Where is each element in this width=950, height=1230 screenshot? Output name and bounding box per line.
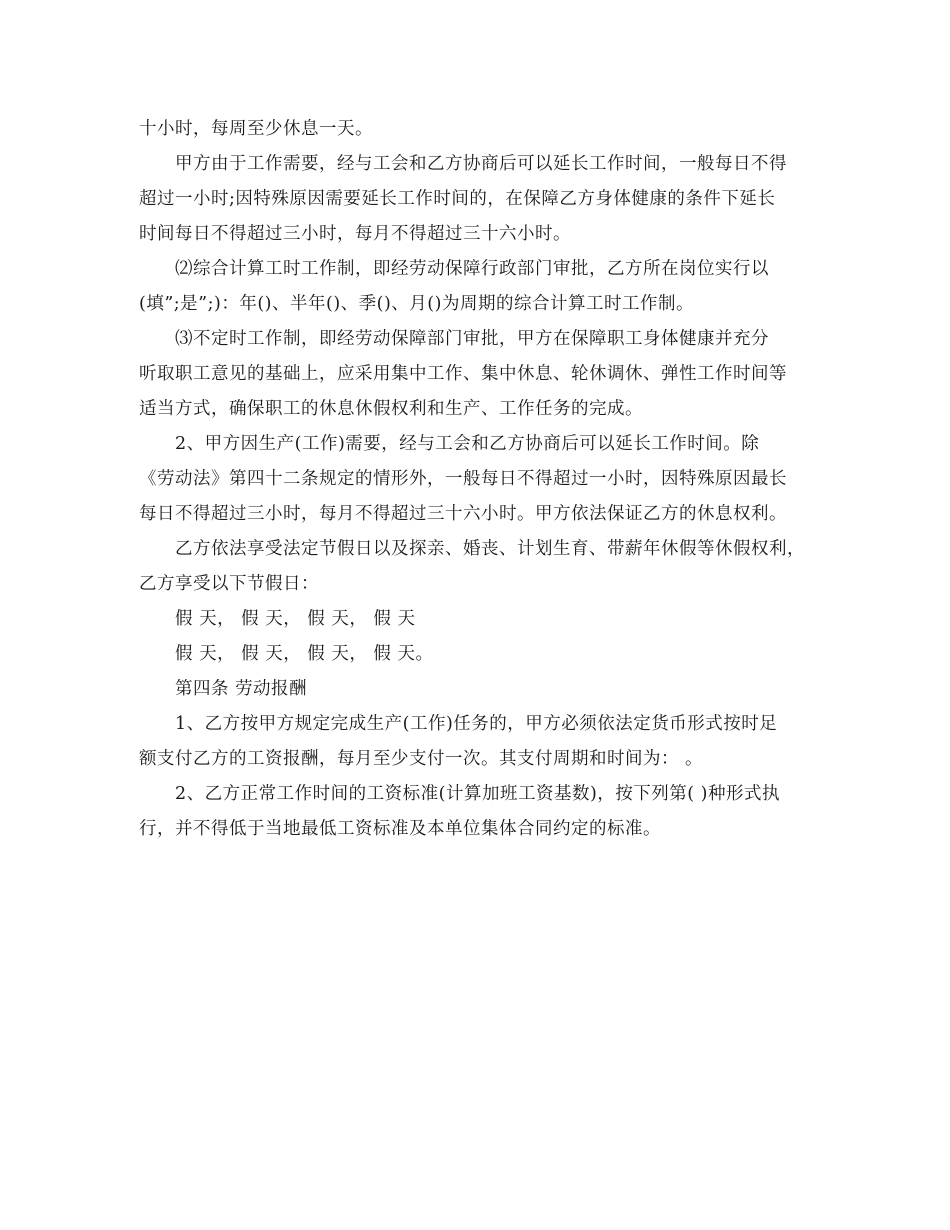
paragraph-line: 2、甲方因生产(工作)需要，经与工会和乙方协商后可以延长工作时间。除 [175,434,760,454]
text-line: 十小时，每周至少休息一天。 [139,119,373,139]
holiday-row: 假 天， 假 天， 假 天， 假 天。 [175,644,434,664]
holiday-row: 假 天， 假 天， 假 天， 假 天 [175,609,416,629]
section-heading: 第四条 劳动报酬 [175,679,308,699]
paragraph-line: ⑶不定时工作制，即经劳动保障部门审批，甲方在保障职工身体健康并充分 [175,329,769,349]
document-body [139,112,819,847]
paragraph-line: 1、乙方按甲方规定完成生产(工作)任务的，甲方必须依法定货币形式按时足 [175,714,778,734]
text-line: 每日不得超过三小时，每月不得超过三十六小时。甲方依法保证乙方的休息权利。 [139,504,787,524]
text-line: 时间每日不得超过三小时，每月不得超过三十六小时。 [139,224,571,244]
paragraph-line: 甲方由于工作需要，经与工会和乙方协商后可以延长工作时间，一般每日不得 [175,154,787,174]
text-line: 听取职工意见的基础上，应采用集中工作、集中休息、轮休调休、弹性工作时间等 [139,364,787,384]
paragraph-line: ⑵综合计算工时工作制，即经劳动保障行政部门审批，乙方所在岗位实行以 [175,259,769,279]
text-line: 乙方享受以下节假日： [139,574,319,594]
text-line: 超过一小时;因特殊原因需要延长工作时间的，在保障乙方身体健康的条件下延长 [139,189,776,209]
text-line: (填”;是”;)：年()、半年()、季()、月()为周期的综合计算工时工作制。 [139,294,694,314]
paragraph-line: 乙方依法享受法定节假日以及探亲、婚丧、计划生育、带薪年休假等休假权利， [175,539,805,559]
text-line: 适当方式，确保职工的休息休假权利和生产、工作任务的完成。 [139,399,643,419]
text-line: 额支付乙方的工资报酬，每月至少支付一次。其支付周期和时间为： 。 [139,749,704,769]
text-line: 《劳动法》第四十二条规定的情形外，一般每日不得超过一小时，因特殊原因最长 [139,469,787,489]
paragraph-line: 2、乙方正常工作时间的工资标准(计算加班工资基数)，按下列第( )种形式执 [175,784,781,804]
text-line: 行，并不得低于当地最低工资标准及本单位集体合同约定的标准。 [139,819,661,839]
